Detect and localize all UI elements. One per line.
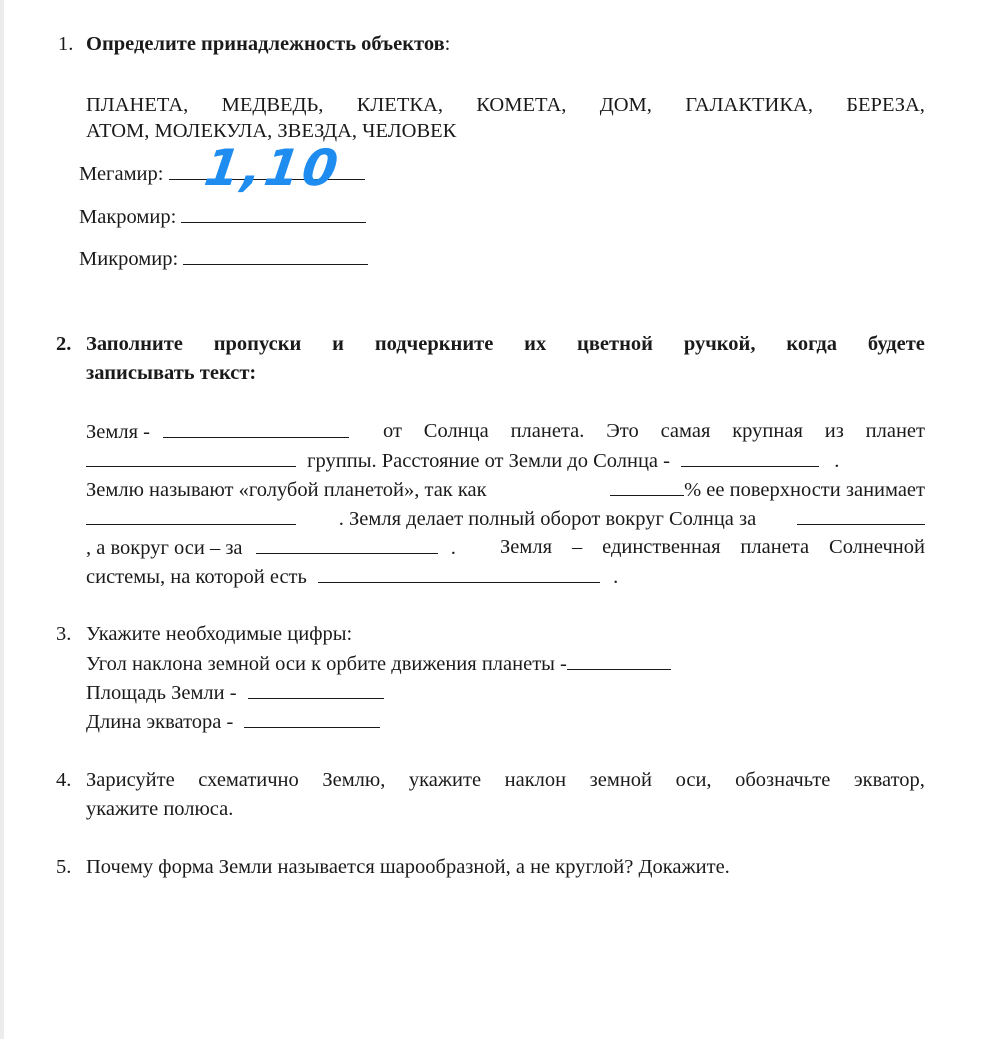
object-word: ДОМ, xyxy=(599,94,652,116)
object-word: ГАЛАКТИКА, xyxy=(685,94,813,116)
page-left-edge xyxy=(0,0,4,1039)
q2-blank-4[interactable] xyxy=(610,477,684,496)
q4-number: 4. xyxy=(56,769,72,791)
q2-line5-end xyxy=(500,535,925,559)
q3-blank-axis-angle[interactable] xyxy=(567,651,671,670)
q4-word: экватор, xyxy=(853,769,925,791)
q2-text: группы. Расстояние от Земли до Солнца - xyxy=(307,450,670,472)
q2-word: планет xyxy=(865,420,925,442)
q2-word: планета xyxy=(740,536,810,558)
q2-title-word: ручкой, xyxy=(683,333,756,355)
q2-line4 xyxy=(86,506,925,531)
q5-text: Почему форма Земли называется шарообразной, а не круглой? Докажите. xyxy=(86,856,730,878)
q3-number: 3. xyxy=(56,623,72,645)
q1-title-text: Определите принадлежность объектов xyxy=(86,33,445,55)
q2-word: единственная xyxy=(602,536,721,558)
q4-word: схематично xyxy=(198,769,299,791)
q2-title-word: будете xyxy=(867,333,925,355)
q2-text: . xyxy=(834,450,840,472)
q4-word: наклон xyxy=(504,769,567,791)
q2-text: системы, на которой есть xyxy=(86,566,307,588)
q2-word: Солнечной xyxy=(829,536,925,558)
q2-word: – xyxy=(571,536,583,558)
q2-word: из xyxy=(824,420,844,442)
q2-number: 2. xyxy=(56,333,72,355)
q2-title-line1 xyxy=(86,332,925,356)
q2-blank-2[interactable] xyxy=(86,448,296,467)
q2-text: , а вокруг оси – за xyxy=(86,537,243,559)
object-word: ПЛАНЕТА, xyxy=(86,94,189,116)
q3-blank-equator[interactable] xyxy=(244,709,380,728)
q2-title-line2: записывать текст: xyxy=(86,362,257,384)
makromir-answer-blank[interactable] xyxy=(181,204,366,223)
q4-word: укажите xyxy=(408,769,482,791)
mikromir-row xyxy=(79,246,368,271)
q2-title-word: их xyxy=(524,333,547,355)
object-word: МЕДВЕДЬ, xyxy=(221,94,324,116)
q1-objects-line1 xyxy=(86,93,925,117)
q4-word: земной xyxy=(589,769,653,791)
q1-title-colon: : xyxy=(444,33,451,55)
q2-text: . xyxy=(613,566,619,588)
q1-number: 1. xyxy=(58,33,74,55)
q2-word: самая xyxy=(660,420,711,442)
q4-word: Землю, xyxy=(322,769,386,791)
q5-number: 5. xyxy=(56,856,72,878)
q3-title: Укажите необходимые цифры: xyxy=(86,623,353,645)
q2-line5-start: , а вокруг оси – за . xyxy=(86,537,456,559)
q2-text: Землю называют «голубой планетой», так как xyxy=(86,479,487,501)
q2-word: Это xyxy=(606,420,639,442)
q2-word: Солнца xyxy=(423,420,489,442)
q2-blank-8[interactable] xyxy=(318,564,600,583)
q2-title-word: пропуски xyxy=(213,333,302,355)
mikromir-answer-blank[interactable] xyxy=(183,246,368,265)
q2-blank-7[interactable] xyxy=(256,535,438,554)
q2-line6 xyxy=(86,564,618,589)
object-word: КОМЕТА, xyxy=(476,94,567,116)
mikromir-label: Микромир: xyxy=(79,248,179,270)
q2-blank-6[interactable] xyxy=(797,506,925,525)
makromir-row xyxy=(79,204,366,229)
q2-line1-start xyxy=(86,419,349,444)
q2-word: от xyxy=(383,420,402,442)
q3-text: Площадь Земли - xyxy=(86,682,237,704)
q2-line2 xyxy=(86,448,839,473)
q3-line2 xyxy=(86,680,384,705)
q2-title-word: когда xyxy=(786,333,838,355)
q2-title-word: Заполните xyxy=(86,333,183,355)
object-word: КЛЕТКА, xyxy=(356,94,443,116)
handwritten-answer: 1,10 xyxy=(200,139,345,197)
q2-text: Земля - xyxy=(86,421,150,443)
q2-line3 xyxy=(86,477,925,502)
q2-line1-end xyxy=(383,419,925,443)
q2-title-word: и xyxy=(332,333,344,355)
q4-line1 xyxy=(86,768,925,792)
q1-title xyxy=(86,32,450,56)
q2-word: Земля xyxy=(500,536,553,558)
q3-line3 xyxy=(86,709,380,734)
q2-text: % ее поверхности занимает xyxy=(684,479,925,501)
q4-line2: укажите полюса. xyxy=(86,798,234,820)
q1-objects-line2: АТОМ, МОЛЕКУЛА, ЗВЕЗДА, ЧЕЛОВЕК xyxy=(86,120,457,142)
q3-text: Длина экватора - xyxy=(86,711,234,733)
q4-word: обозначьте xyxy=(735,769,831,791)
q2-blank-1[interactable] xyxy=(163,419,349,438)
q3-text: Угол наклона земной оси к орбите движения планеты - xyxy=(86,653,567,675)
makromir-label: Макромир: xyxy=(79,206,177,228)
q2-title-word: цветной xyxy=(577,333,653,355)
q2-word: крупная xyxy=(732,420,803,442)
q3-line1 xyxy=(86,651,671,676)
q2-title-word: подчеркните xyxy=(374,333,494,355)
q3-blank-area[interactable] xyxy=(248,680,384,699)
q2-text: . Земля делает полный оборот вокруг Солнца за xyxy=(338,508,757,530)
q2-blank-5[interactable] xyxy=(86,506,296,525)
q2-word: планета. xyxy=(510,420,585,442)
q2-blank-3[interactable] xyxy=(681,448,819,467)
megamir-label: Мегамир: xyxy=(79,163,164,185)
q4-word: Зарисуйте xyxy=(86,769,175,791)
q4-word: оси, xyxy=(675,769,712,791)
object-word: БЕРЕЗА, xyxy=(846,94,925,116)
